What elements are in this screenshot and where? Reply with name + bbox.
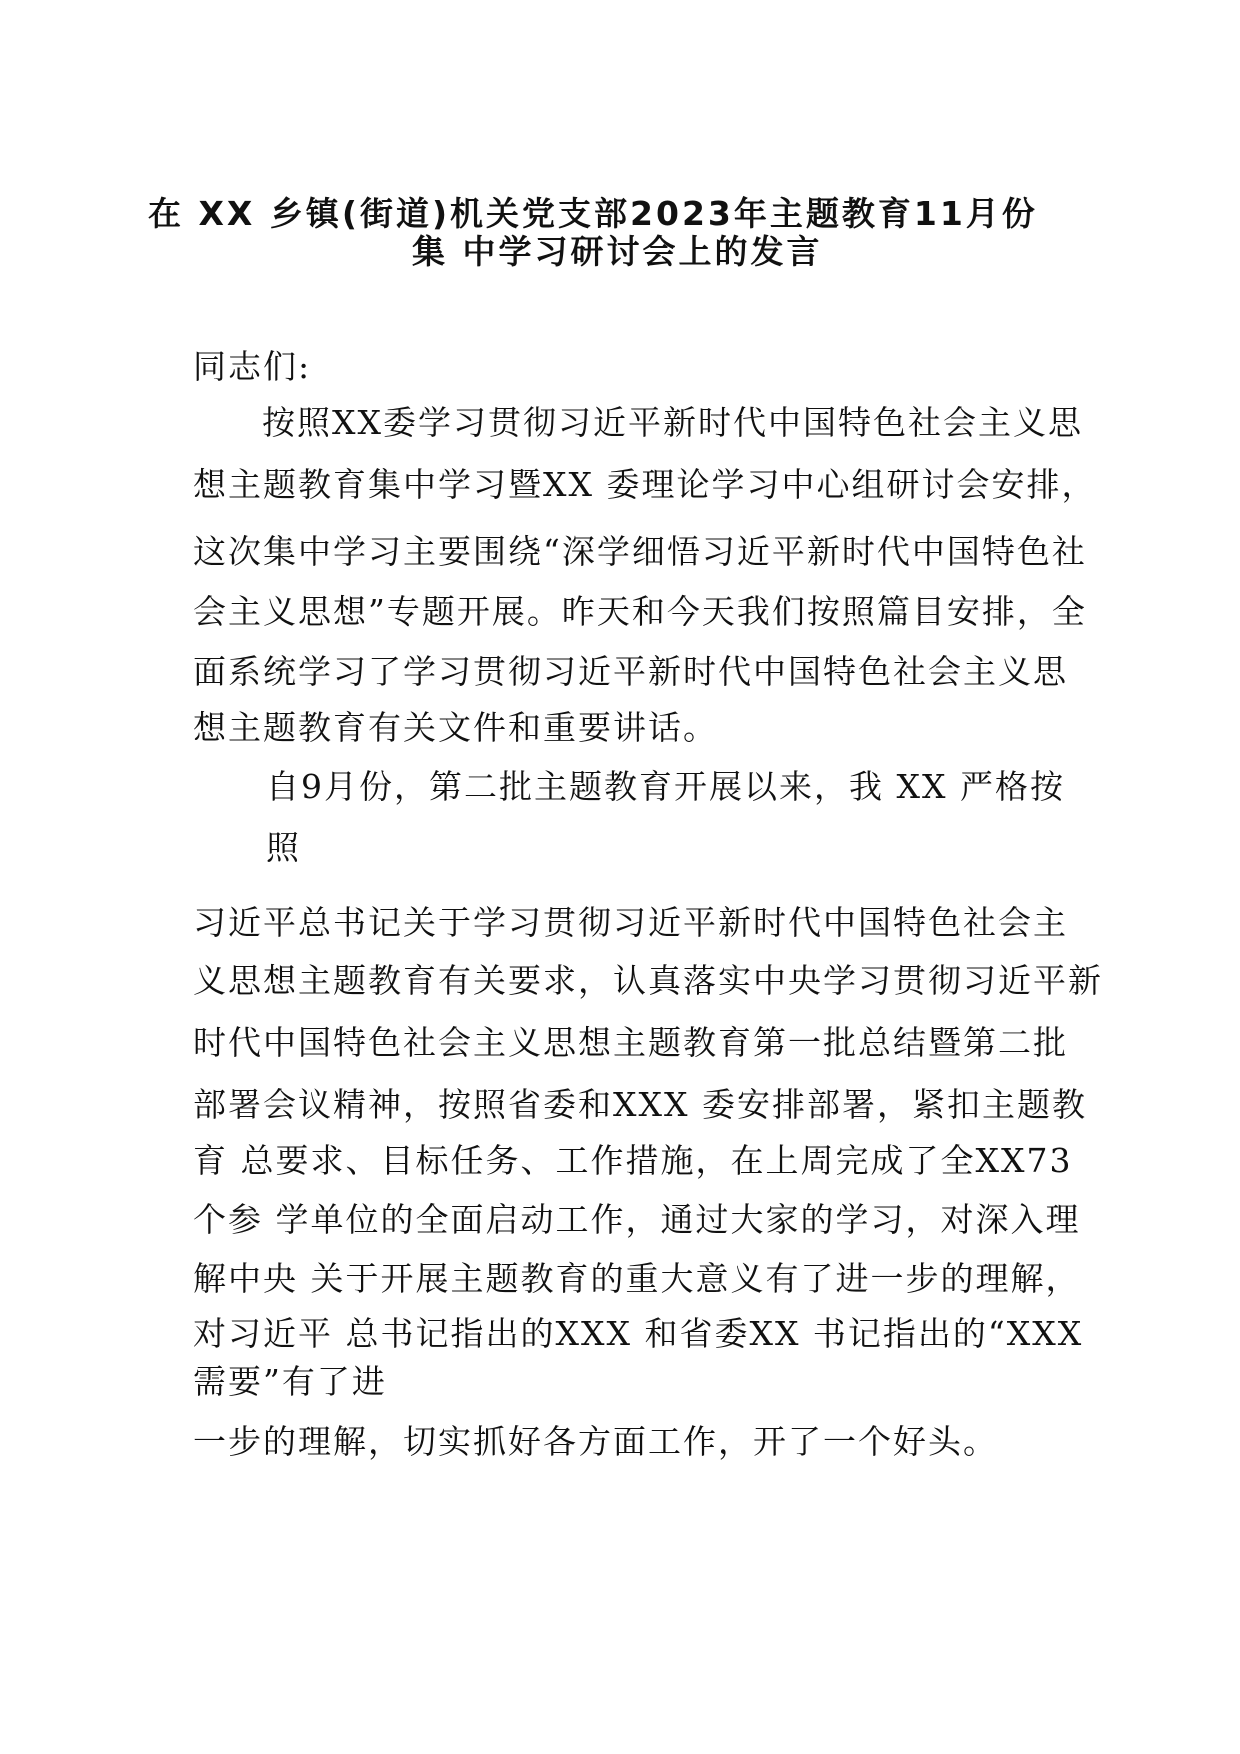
- document-title-line-1: 在 XX 乡镇(街道)机关党支部2023年主题教育11月份: [148, 194, 1038, 233]
- paragraph-line: 想主题教育有关文件和重要讲话。: [193, 708, 718, 747]
- paragraph-line: 自9月份，第二批主题教育开展以来，我 XX 严格按: [266, 767, 1065, 806]
- paragraph-line: 义思想主题教育有关要求，认真落实中央学习贯彻习近平新: [193, 961, 1103, 1000]
- paragraph-line: 按照XX委学习贯彻习近平新时代中国特色社会主义思: [262, 403, 1083, 442]
- paragraph-line: 习近平总书记关于学习贯彻习近平新时代中国特色社会主: [193, 903, 1068, 942]
- paragraph-line: 面系统学习了学习贯彻习近平新时代中国特色社会主义思: [193, 652, 1068, 691]
- paragraph-line: 时代中国特色社会主义思想主题教育第一批总结暨第二批: [193, 1023, 1068, 1062]
- paragraph-line: 对习近平 总书记指出的XXX 和省委XX 书记指出的“XXX: [193, 1314, 1084, 1353]
- paragraph-line: 需要”有了进: [193, 1362, 387, 1401]
- paragraph-line: 会主义思想”专题开展。昨天和今天我们按照篇目安排，全: [193, 592, 1087, 631]
- document-title-line-2: 集 中学习研讨会上的发言: [412, 232, 823, 271]
- paragraph-line: 解中央 关于开展主题教育的重大意义有了进一步的理解，: [193, 1259, 1081, 1298]
- paragraph-line: 部署会议精神，按照省委和XXX 委安排部署，紧扣主题教: [193, 1085, 1087, 1124]
- paragraph-line: 照: [266, 828, 301, 867]
- paragraph-line: 这次集中学习主要围绕“深学细悟习近平新时代中国特色社: [193, 532, 1087, 571]
- paragraph-line: 育 总要求、目标任务、工作措施，在上周完成了全XX73: [193, 1141, 1073, 1180]
- paragraph-line: 想主题教育集中学习暨XX 委理论学习中心组研讨会安排，: [193, 465, 1097, 504]
- paragraph-line: 一步的理解，切实抓好各方面工作，开了一个好头。: [193, 1422, 998, 1461]
- salutation: 同志们:: [193, 347, 312, 386]
- paragraph-line: 个参 学单位的全面启动工作，通过大家的学习，对深入理: [193, 1200, 1081, 1239]
